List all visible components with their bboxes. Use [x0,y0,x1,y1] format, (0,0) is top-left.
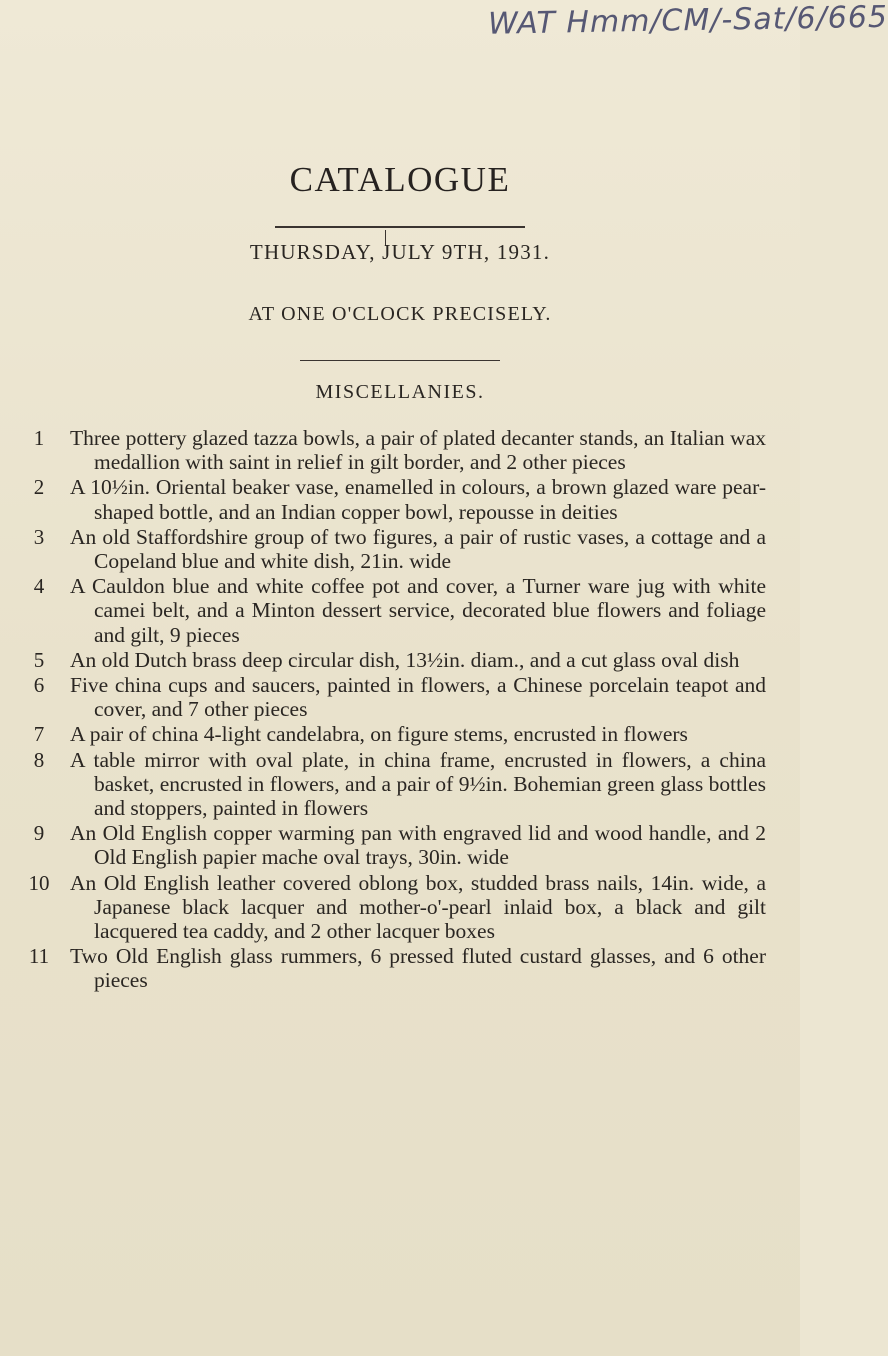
lot-item [0,821,800,869]
lot-item [0,944,800,992]
lot-item [0,426,800,474]
lot-item [0,475,800,523]
lot-number: 5 [33,647,45,672]
lot-number: 9 [33,821,45,846]
lot-description: A Cauldon blue and white coffee pot and cover, a Turner ware jug with white camei belt, and a Minton dessert service, decorated blue flowers and foliage and gilt, 9 pieces [70,574,766,647]
lot-item [0,722,800,746]
lot-description: Five china cups and saucers, painted in flowers, a Chinese porcelain teapot and cover, and 7 other pieces [70,673,766,722]
lot-item [0,648,800,672]
lot-number: 3 [33,524,45,549]
lot-number: 1 [33,426,45,450]
lot-description: Three pottery glazed tazza bowls, a pair of plated decanter stands, an Italian wax medallion with saint in relief in gilt border, and 2 other pieces [70,426,766,475]
lot-number: 2 [33,475,45,500]
page-title: CATALOGUE [289,160,511,199]
lot-list [0,426,800,994]
lot-description: A table mirror with oval plate, in china frame, encrusted in flowers, a china basket, encrusted in flowers, and a pair of 9½in. Bohemian green glass bottles and stoppers, painted in flowers [70,747,766,821]
section-title: MISCELLANIES. [315,381,485,403]
title-divider [275,226,525,228]
lot-item [0,525,800,573]
lot-description: A pair of china 4-light candelabra, on figure stems, encrusted in flowers [70,722,688,747]
lot-item [0,574,800,647]
lot-item [0,748,800,821]
lot-item [0,673,800,721]
lot-number: 10 [28,870,50,895]
lot-description: An old Staffordshire group of two figures, a pair of rustic vases, a cottage and a Copeland blue and white dish, 21in. wide [70,524,766,574]
section-divider [300,360,500,361]
lot-item [0,871,800,944]
sale-date: THURSDAY, JULY 9TH, 1931. [249,240,551,264]
lot-number: 11 [28,944,50,969]
lot-number: 7 [33,722,45,747]
lot-description: An Old English leather covered oblong box, studded brass nails, 14in. wide, a Japanese black lacquer and mother-o'-pearl inlaid box, a black and gilt lacquered tea caddy, and 2 other lacquer boxes [70,870,766,944]
handwritten-annotation: WAT Hmm/CM/-Sat/6/665 [487,0,888,42]
lot-description: An old Dutch brass deep circular dish, 13½in. diam., and a cut glass oval dish [70,647,740,672]
lot-number: 4 [33,574,45,599]
sale-time: AT ONE O'CLOCK PRECISELY. [248,303,552,325]
lot-description: Two Old English glass rummers, 6 pressed fluted custard glasses, and 6 other pieces [70,944,766,993]
lot-description: An Old English copper warming pan with engraved lid and wood handle, and 2 Old English papier mache oval trays, 30in. wide [70,821,766,870]
lot-description: A 10½in. Oriental beaker vase, enamelled in colours, a brown glazed ware pear-shaped bottle, and an Indian copper bowl, repousse in deities [70,475,766,524]
lot-number: 6 [33,673,45,698]
lot-number: 8 [33,747,45,772]
